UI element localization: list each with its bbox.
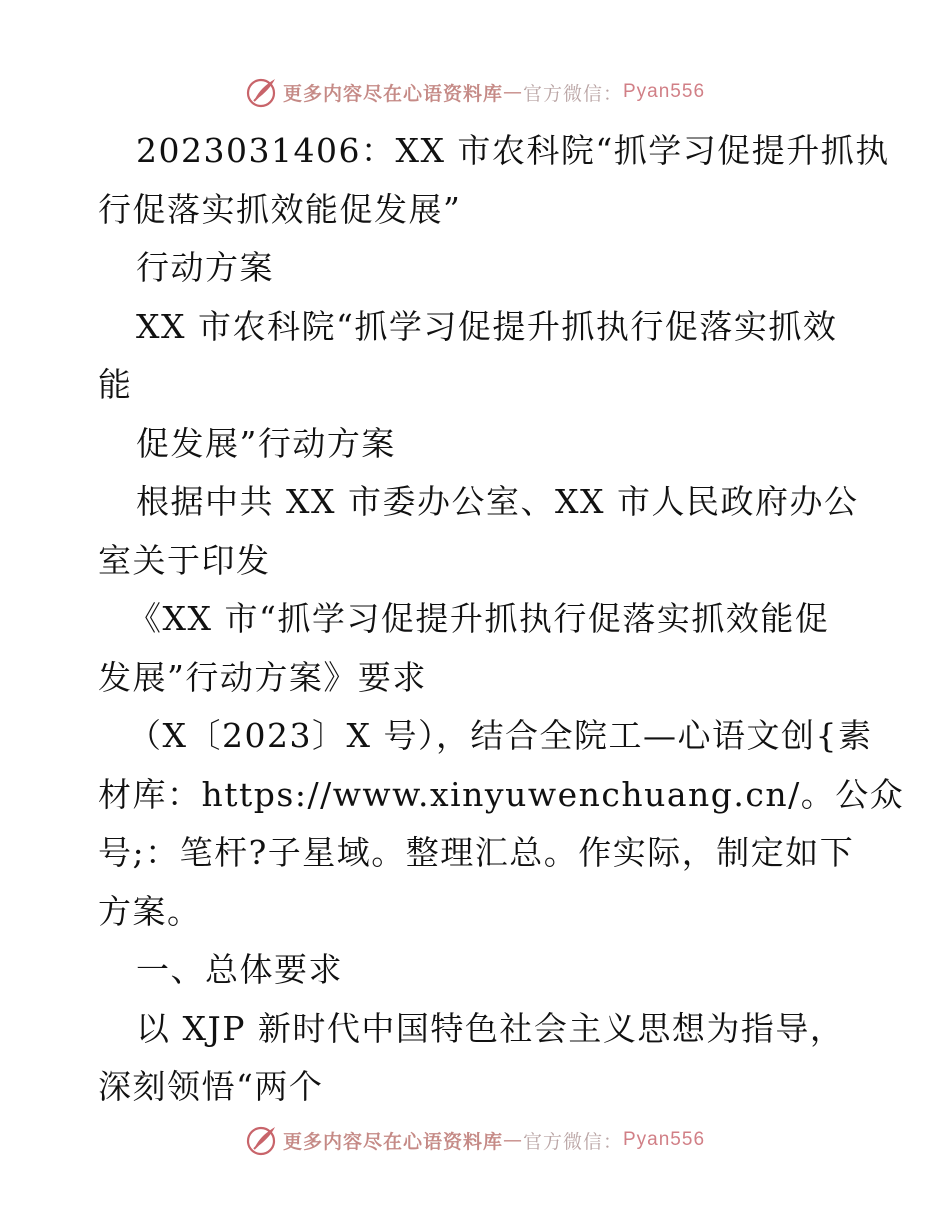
paragraph-line: 发展”行动方案》要求: [98, 657, 427, 697]
document-body: [98, 122, 905, 1117]
watermark-main-text: 更多内容尽在心语资料库: [282, 82, 503, 105]
watermark-main-text: 更多内容尽在心语资料库: [282, 1130, 503, 1153]
heading-line-3: 促发展”行动方案: [136, 423, 396, 463]
paragraph-line: 《XX 市“抓学习促提升抓执行促落实抓效能促: [128, 599, 830, 638]
quill-logo-icon: [245, 75, 279, 109]
title-line-3: 行动方案: [136, 248, 274, 287]
paragraph-line: 深刻领悟“两个: [98, 1067, 324, 1106]
paragraph-line: 室关于印发: [98, 540, 271, 580]
heading-line-1: XX 市农科院“抓学习促提升抓执行促落实抓效: [136, 306, 838, 346]
paragraph-line: 以 XJP 新时代中国特色社会主义思想为指导，: [136, 1008, 845, 1048]
title-line-1: 2023031406：XX 市农科院“抓学习促提升抓执: [136, 131, 890, 170]
paragraph-line: （X〔2023〕X 号），结合全院工—心语文创{素: [128, 716, 873, 755]
paragraph-line: 方案。: [98, 891, 202, 931]
paragraph-line: 号;：笔杆?子星域。整理汇总。作实际，制定如下: [98, 833, 855, 872]
watermark-wechat-label: 官方微信：: [522, 82, 623, 105]
watermark-dash: —: [502, 1129, 523, 1151]
paragraph-line: 材库：https://www.xinyuwenchuang.cn/。公众: [98, 774, 905, 814]
paragraph-line: 根据中共 XX 市委办公室、XX 市人民政府办公: [136, 482, 859, 521]
title-line-2: 行促落实抓效能促发展”: [98, 189, 462, 229]
section-heading: 一、总体要求: [136, 950, 343, 989]
heading-line-2: 能: [98, 365, 133, 404]
watermark-dash: —: [502, 81, 523, 103]
watermark-wechat-label: 官方微信：: [522, 1130, 623, 1153]
watermark-wechat-id: Pyan556: [623, 81, 706, 102]
watermark-wechat-id: Pyan556: [623, 1129, 706, 1150]
footer-watermark: [0, 1120, 950, 1160]
header-watermark: [0, 72, 950, 112]
quill-logo-icon: [245, 1123, 279, 1157]
